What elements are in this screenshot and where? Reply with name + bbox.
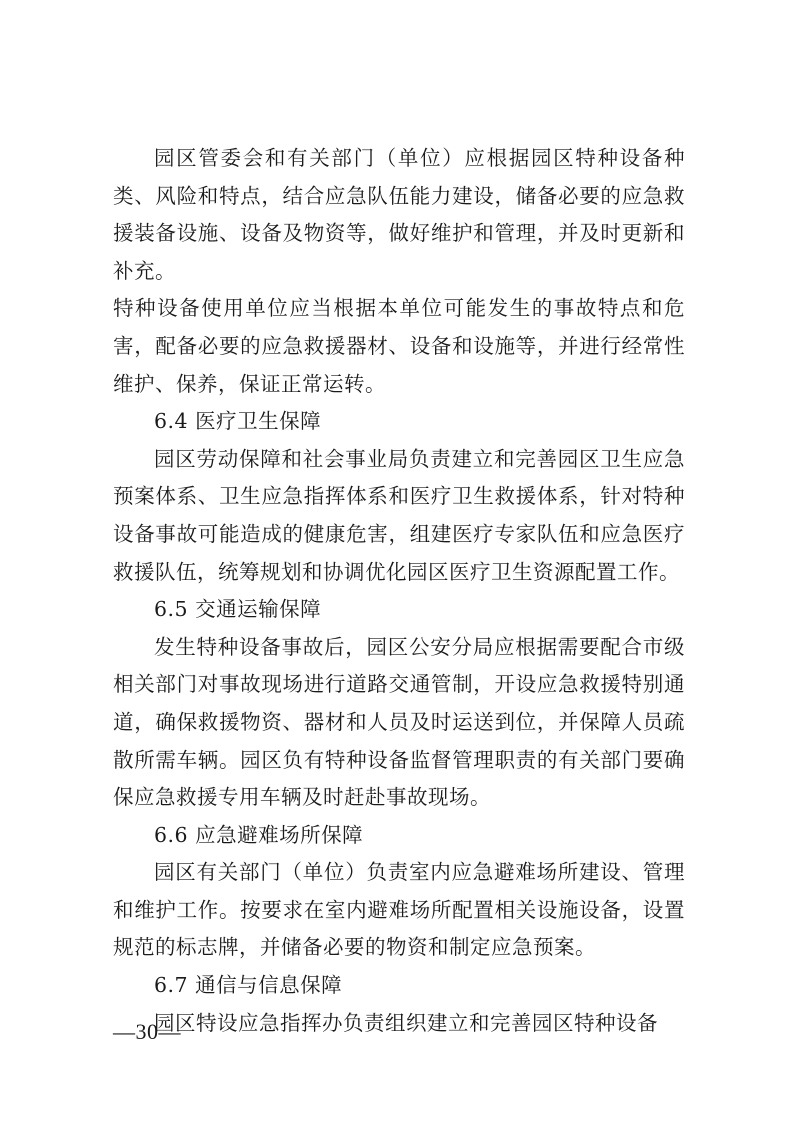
document-body: [113, 140, 685, 1042]
paragraph-communication-support: 园区特设应急指挥办负责组织建立和完善园区特种设备: [154, 1010, 658, 1035]
section-heading-6-5: 6.5 交通运输保障: [154, 597, 322, 622]
paragraph-equipment-reserve: 园区管委会和有关部门（单位）应根据园区特种设备种类、风险和特点，结合应急队伍能力建设，储备必要的应急救援装备设施、设备及物资等，做好维护和管理，并及时更新和补充。: [113, 146, 685, 283]
section-heading-6-4: 6.4 医疗卫生保障: [154, 409, 322, 434]
section-heading-6-7: 6.7 通信与信息保障: [154, 973, 343, 998]
paragraph-medical-support: 园区劳动保障和社会事业局负责建立和完善园区卫生应急预案体系、卫生应急指挥体系和医疗卫生救援体系，针对特种设备事故可能造成的健康危害，组建医疗专家队伍和应急医疗救援队伍，统筹规划和协调优化园区医疗卫生资源配置工作。: [113, 446, 685, 584]
page-number: —30—: [113, 1019, 181, 1044]
section-heading-6-6: 6.6 应急避难场所保障: [154, 822, 364, 847]
paragraph-shelter-support: 园区有关部门（单位）负责室内应急避难场所建设、管理和维护工作。按要求在室内避难场所配置相关设施设备，设置规范的标志牌，并储备必要的物资和制定应急预案。: [113, 860, 685, 960]
paragraph-user-unit-equipment: 特种设备使用单位应当根据本单位可能发生的事故特点和危害，配备必要的应急救援器材、设备和设施等，并进行经常性维护、保养，保证正常运转。: [113, 296, 685, 396]
paragraph-transport-support: 发生特种设备事故后，园区公安分局应根据需要配合市级相关部门对事故现场进行道路交通管制，开设应急救援特别通道，确保救援物资、器材和人员及时运送到位，并保障人员疏散所需车辆。园区负有特种设备监督管理职责的有关部门要确保应急救援专用车辆及时赶赴事故现场。: [113, 634, 685, 810]
